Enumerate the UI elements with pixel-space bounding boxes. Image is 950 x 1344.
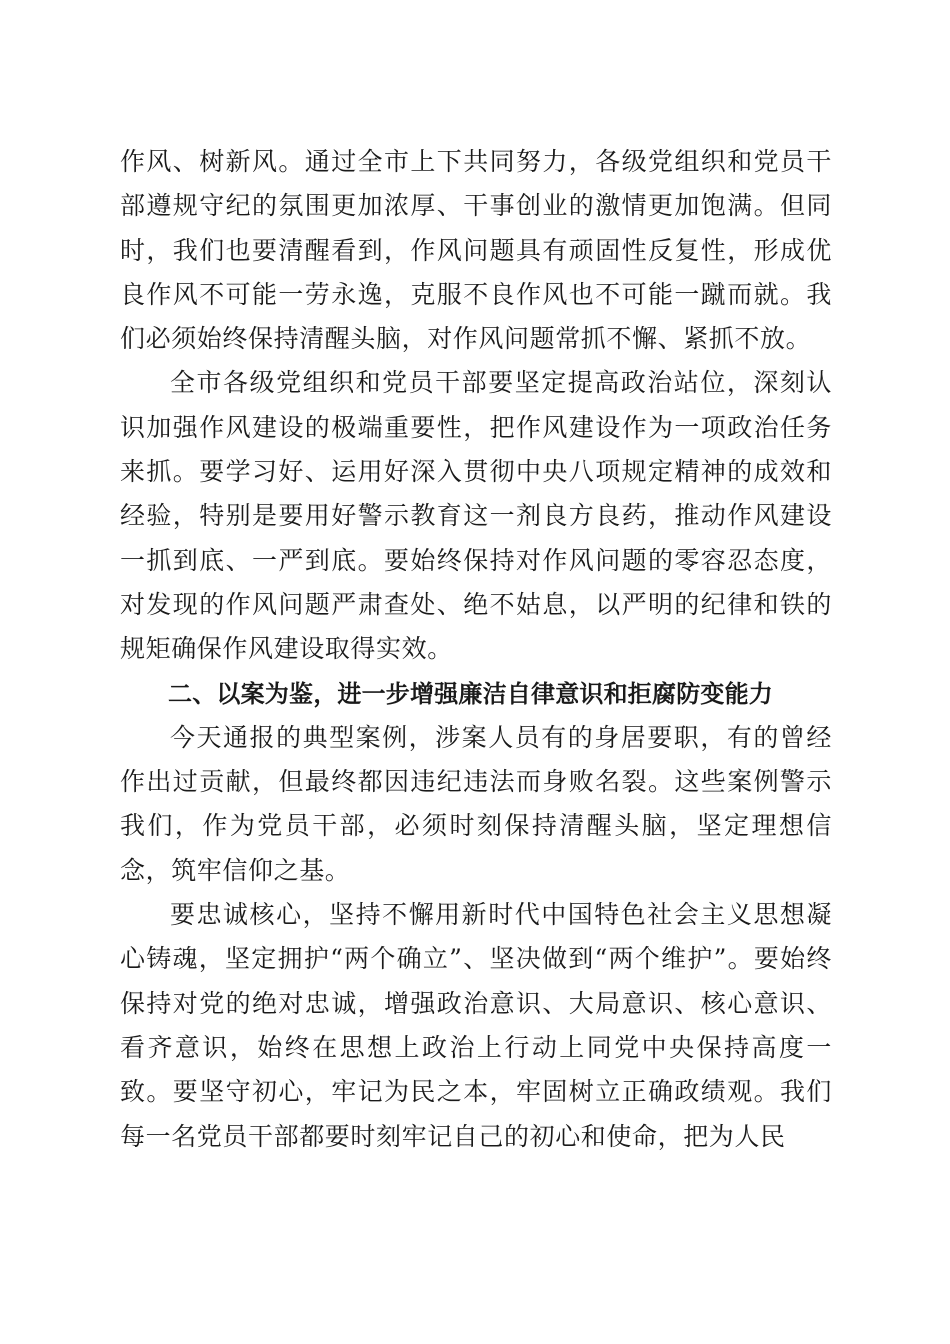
paragraph-loyalty: 要忠诚核心，坚持不懈用新时代中国特色社会主义思想凝心铸魂，坚定拥护“两个确立”、坚决做到“两个维护”。要始终保持对党的绝对忠诚，增强政治意识、大局意识、核心意识、看齐意识，始终在思想上政治上行动上同党中央保持高度一致。要坚守初心，牢记为民之本，牢固树立正确政绩观。我们每一名党员干部都要时刻牢记自己的初心和使命，把为人民 [120,900,832,1151]
paragraph-typical-cases: 今天通报的典型案例，涉案人员有的身居要职，有的曾经作出过贡献，但最终都因违纪违法而身败名裂。这些案例警示我们，作为党员干部，必须时刻保持清醒头脑，坚定理想信念，筑牢信仰之基。 [120,722,832,885]
document-body [120,140,832,1159]
paragraph-work-style: 全市各级党组织和党员干部要坚定提高政治站位，深刻认识加强作风建设的极端重要性，把作风建设作为一项政治任务来抓。要学习好、运用好深入贯彻中央八项规定精神的成效和经验，特别是要用好警示教育这一剂良方良药，推动作风建设一抓到底、一严到底。要始终保持对作风问题的零容忍态度，对发现的作风问题严肃查处、绝不姑息，以严明的纪律和铁的规矩确保作风建设取得实效。 [120,368,832,664]
paragraph-continuation: 作风、树新风。通过全市上下共同努力，各级党组织和党员干部遵规守纪的氛围更加浓厚、干事创业的激情更加饱满。但同时，我们也要清醒看到，作风问题具有顽固性反复性，形成优良作风不可能一劳永逸，克服不良作风也不可能一蹴而就。我们必须始终保持清醒头脑，对作风问题常抓不懈、紧抓不放。 [120,147,832,354]
section-heading-2: 二、以案为鉴，进一步增强廉洁自律意识和拒腐防变能力 [168,679,773,708]
